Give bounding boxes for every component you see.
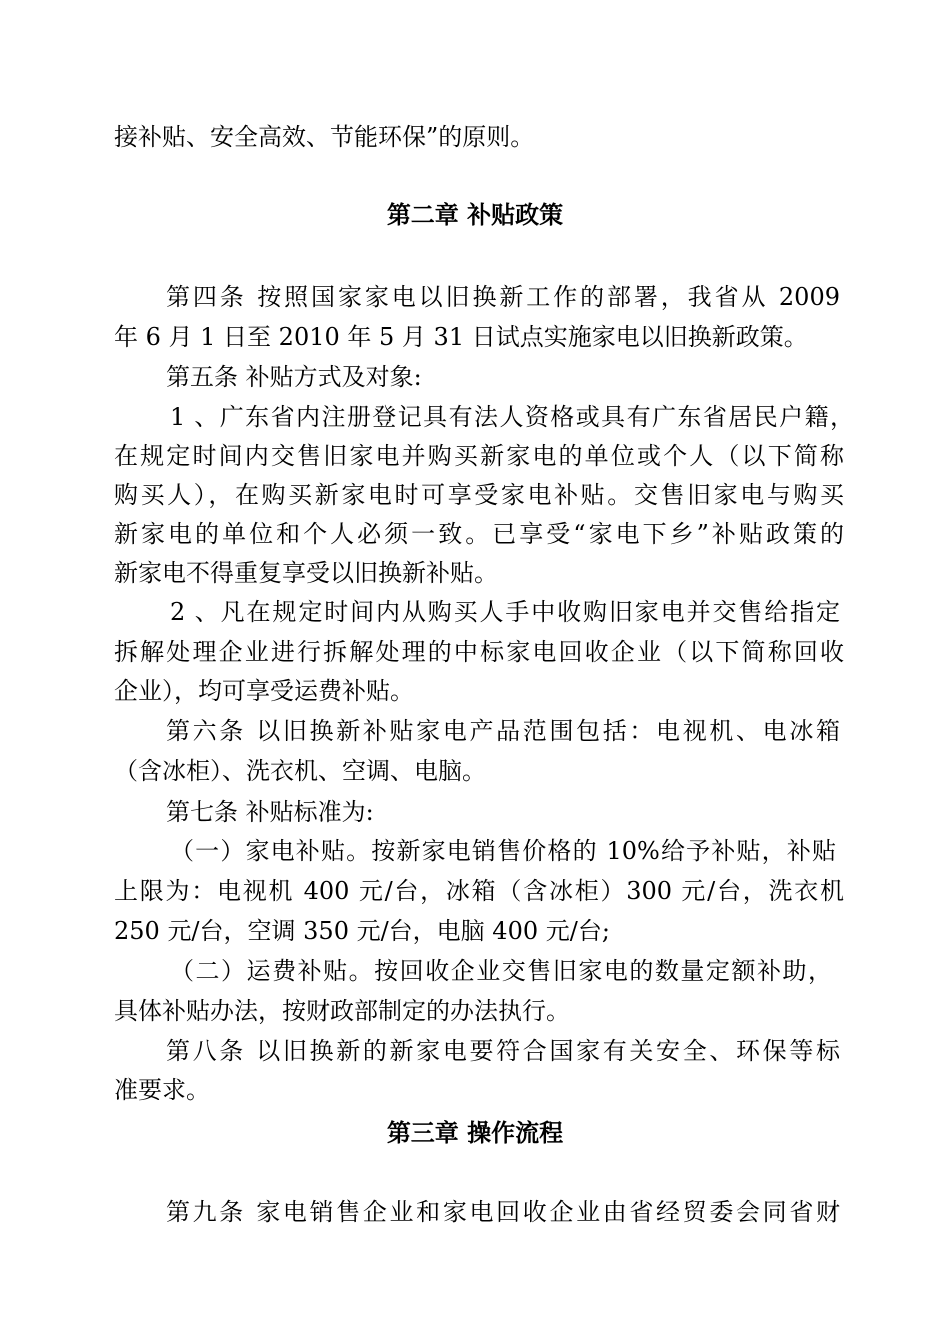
chapter-2-heading: 第二章 补贴政策 [386,200,564,229]
article-7-item-2-line-2: 具体补贴办法，按财政部制定的办法执行。 [114,997,570,1025]
article-7-item-2-line-1: （二）运费补贴。按回收企业交售旧家电的数量定额补助， [170,957,832,985]
intro-tail-line: 接补贴、安全高效、节能环保”的原则。 [114,123,535,151]
article-8-line-1: 第八条 以旧换新的新家电要符合国家有关安全、环保等标 [166,1037,840,1065]
article-9-line-1: 第九条 家电销售企业和家电回收企业由省经贸委会同省财 [166,1198,840,1226]
article-6-line-2: （含冰柜）、洗衣机、空调、电脑。 [114,757,486,785]
article-6-line-1: 第六条 以旧换新补贴家电产品范围包括：电视机、电冰箱 [166,717,840,745]
article-5-item-1-line-4: 新家电的单位和个人必须一致。已享受“家电下乡”补贴政策的 [114,520,844,548]
article-4-line-1: 第四条 按照国家家电以旧换新工作的部署，我省从 2009 [166,283,840,311]
article-7-item-1-line-2: 上限为：电视机 400 元/台，冰箱（含冰柜）300 元/台，洗衣机 [114,877,844,905]
article-5-line-1: 第五条 补贴方式及对象: [166,363,422,391]
article-5-item-2-line-2: 拆解处理企业进行拆解处理的中标家电回收企业（以下简称回收 [114,638,844,666]
article-5-item-2-line-3: 企业），均可享受运费补贴。 [114,677,414,705]
article-7-line-1: 第七条 补贴标准为: [166,798,374,826]
chapter-3-heading: 第三章 操作流程 [386,1118,564,1147]
article-8-line-2: 准要求。 [114,1076,210,1104]
article-5-item-2-line-1: 2 、凡在规定时间内从购买人手中收购旧家电并交售给指定 [170,598,840,626]
article-4-line-2: 年 6 月 1 日至 2010 年 5 月 31 日试点实施家电以旧换新政策。 [114,323,808,351]
article-5-item-1-line-1: 1 、广东省内注册登记具有法人资格或具有广东省居民户籍， [170,403,854,431]
article-7-item-1-line-1: （一）家电补贴。按新家电销售价格的 10%给予补贴，补贴 [170,837,836,865]
article-5-item-1-line-2: 在规定时间内交售旧家电并购买新家电的单位或个人（以下简称 [114,442,844,470]
article-5-item-1-line-5: 新家电不得重复享受以旧换新补贴。 [114,559,498,587]
article-7-item-1-line-3: 250 元/台，空调 350 元/台，电脑 400 元/台; [114,917,610,945]
article-5-item-1-line-3: 购买人），在购买新家电时可享受家电补贴。交售旧家电与购买 [114,481,844,509]
